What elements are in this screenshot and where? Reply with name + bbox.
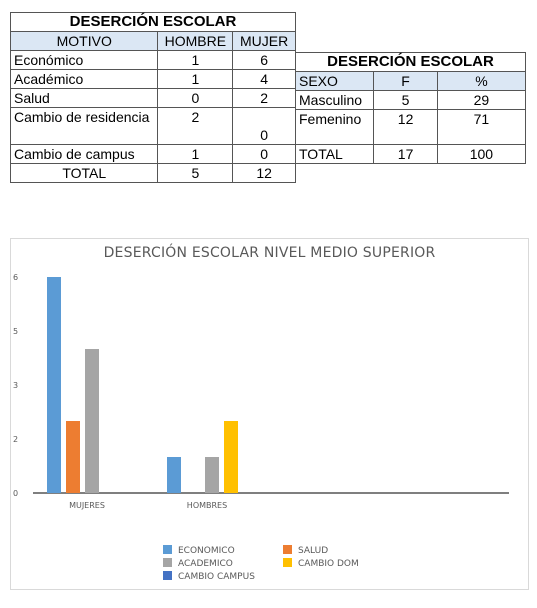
- bar-cambio-dom-hombres: [224, 421, 238, 493]
- row-pct: 71: [437, 110, 525, 145]
- table-row: [296, 91, 526, 110]
- table-row: [11, 51, 296, 70]
- legend-label: SALUD: [298, 546, 329, 556]
- legend-swatch: [283, 545, 292, 554]
- row-motivo: Económico: [11, 51, 158, 70]
- row-mujer: 0: [233, 145, 296, 164]
- y-tick-label: 3: [13, 381, 19, 390]
- x-category-label: HOMBRES: [186, 501, 228, 510]
- legend-swatch: [163, 571, 172, 580]
- header-mujer: MUJER: [233, 32, 296, 51]
- table-row: [11, 70, 296, 89]
- row-pct: 29: [437, 91, 525, 110]
- total-f: 17: [374, 145, 438, 164]
- sexo-table-title: DESERCIÓN ESCOLAR: [296, 53, 526, 72]
- legend-swatch: [163, 545, 172, 554]
- chart-title: DESERCIÓN ESCOLAR NIVEL MEDIO SUPERIOR: [103, 245, 436, 261]
- header-f: F: [374, 72, 438, 91]
- row-mujer: 0: [233, 108, 296, 145]
- row-hombre: 1: [158, 145, 233, 164]
- row-hombre: 0: [158, 89, 233, 108]
- legend-label: ACADEMICO: [178, 559, 233, 569]
- row-motivo: Académico: [11, 70, 158, 89]
- legend-item: [163, 545, 235, 556]
- bar-economico-hombres: [167, 457, 181, 493]
- row-sexo: Femenino: [296, 110, 374, 145]
- header-hombre: HOMBRE: [158, 32, 233, 51]
- legend-item: [163, 558, 233, 569]
- table-row: [11, 108, 296, 145]
- motivo-table: [10, 12, 296, 183]
- row-hombre: 1: [158, 70, 233, 89]
- row-f: 5: [374, 91, 438, 110]
- bar-economico-mujeres: [47, 277, 61, 493]
- x-category-label: MUJERES: [69, 501, 105, 510]
- table-row: [11, 145, 296, 164]
- total-label: TOTAL: [11, 164, 158, 183]
- bar-salud-mujeres: [66, 421, 80, 493]
- table-row: [296, 110, 526, 145]
- total-label: TOTAL: [296, 145, 374, 164]
- total-hombre: 5: [158, 164, 233, 183]
- header-sexo: SEXO: [296, 72, 374, 91]
- legend-swatch: [163, 558, 172, 567]
- row-motivo: Cambio de residencia: [11, 108, 158, 145]
- legend-item: [283, 545, 328, 556]
- y-tick-label: 5: [13, 327, 19, 336]
- motivo-table-title: DESERCIÓN ESCOLAR: [11, 13, 296, 32]
- header-motivo: MOTIVO: [11, 32, 158, 51]
- legend-item: [283, 558, 359, 569]
- total-mujer: 12: [233, 164, 296, 183]
- total-row: [11, 164, 296, 183]
- total-pct: 100: [437, 145, 525, 164]
- total-row: [296, 145, 526, 164]
- sexo-table: [295, 52, 526, 164]
- legend-label: CAMBIO CAMPUS: [178, 572, 255, 582]
- row-mujer: 6: [233, 51, 296, 70]
- legend-label: CAMBIO DOM: [298, 559, 359, 569]
- row-mujer: 4: [233, 70, 296, 89]
- row-motivo: Cambio de campus: [11, 145, 158, 164]
- chart-container: [10, 238, 529, 590]
- legend-label: ECONOMICO: [178, 546, 235, 556]
- y-tick-label: 2: [13, 435, 19, 444]
- y-tick-label: 0: [13, 489, 19, 498]
- header-pct: %: [437, 72, 525, 91]
- row-sexo: Masculino: [296, 91, 374, 110]
- bar-academico-hombres: [205, 457, 219, 493]
- y-tick-label: 6: [13, 273, 19, 282]
- legend-item: [163, 571, 255, 582]
- bar-chart: [11, 239, 528, 589]
- legend-swatch: [283, 558, 292, 567]
- row-hombre: 1: [158, 51, 233, 70]
- table-row: [11, 89, 296, 108]
- row-hombre: 2: [158, 108, 233, 145]
- row-motivo: Salud: [11, 89, 158, 108]
- row-f: 12: [374, 110, 438, 145]
- row-mujer: 2: [233, 89, 296, 108]
- bar-academico-mujeres: [85, 349, 99, 493]
